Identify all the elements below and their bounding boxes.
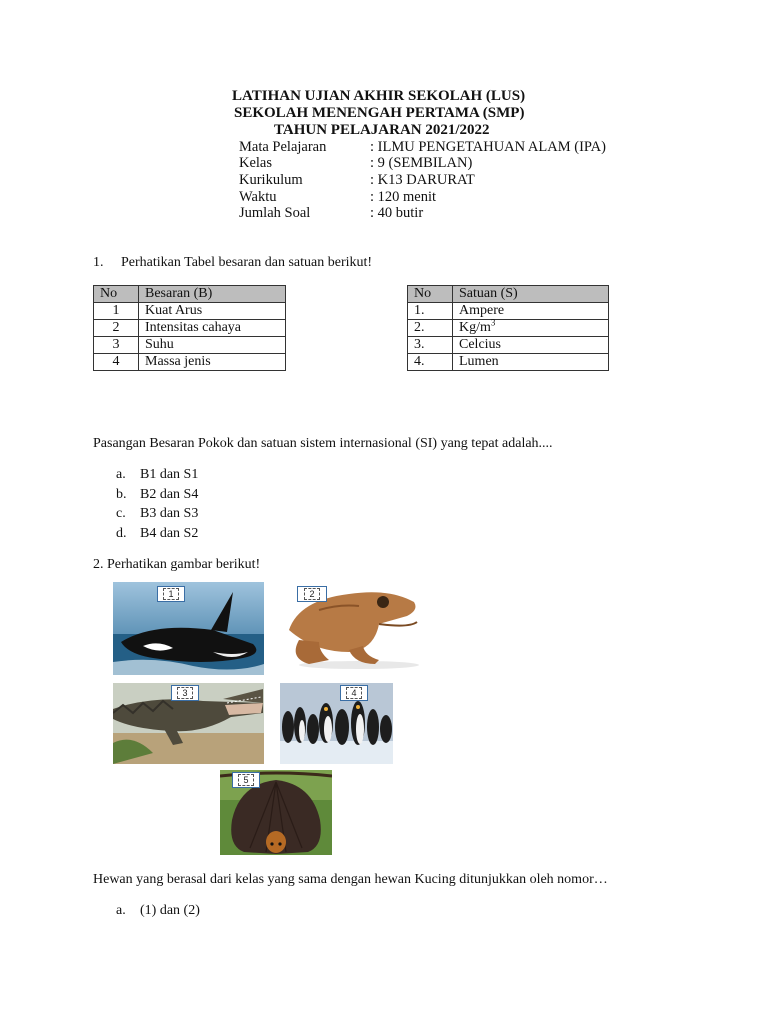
meta-value: : 120 menit [370,189,437,205]
table-row [94,320,286,337]
option-text: B3 dan S3 [140,506,199,521]
table-header: No [408,286,453,303]
q1-question: Pasangan Besaran Pokok dan satuan sistem internasional (SI) yang tepat adalah.... [93,436,553,451]
q1-prompt: Perhatikan Tabel besaran dan satuan berikut! [121,255,373,270]
school-level: SEKOLAH MENENGAH PERTAMA (SMP) [234,105,525,121]
table-besaran [93,285,286,371]
option-text: (1) dan (2) [140,903,200,918]
crocodile-image [113,683,264,764]
table-cell [453,317,609,337]
orca-illustration [113,582,264,675]
q2-options [116,901,200,921]
table-row [94,354,286,371]
table-cell: 2 [94,320,139,337]
label-number: 4 [346,687,361,699]
table-cell: Ampere [453,303,609,320]
image-label [171,685,199,701]
option-d[interactable] [116,524,198,544]
meta-value: : 9 (SEMBILAN) [370,155,473,171]
q1-number: 1. [93,255,104,270]
table-row [408,303,609,320]
option-text: B2 dan S4 [140,486,199,502]
label-number: 2 [304,588,319,600]
table-cell: 3. [408,337,453,354]
meta-label: Kelas [239,155,273,171]
q2-prompt: 2. Perhatikan gambar berikut! [93,557,261,572]
table-row [408,337,609,354]
meta-value: : 40 butir [370,205,424,221]
table-row [408,320,609,337]
exam-title: LATIHAN UJIAN AKHIR SEKOLAH (LUS) [232,88,526,104]
image-label [157,586,185,602]
orca-image [113,582,264,675]
table-satuan [407,285,609,371]
table-cell: 4. [408,354,453,371]
meta-value: : ILMU PENGETAHUAN ALAM (IPA) [370,139,606,155]
option-a[interactable] [116,901,200,921]
frog-image [279,580,422,670]
table-cell: 4 [94,354,139,371]
bat-image [220,770,332,855]
table-cell: 1. [408,303,453,320]
option-letter: a. [116,467,126,482]
table-cell: Intensitas cahaya [139,320,286,337]
option-text: B4 dan S2 [140,525,199,541]
table-cell: Celcius [453,337,609,354]
table-cell: 2. [408,320,453,337]
unit-superscript: 3 [490,317,496,328]
table-cell: Massa jenis [139,354,286,371]
table-cell: Kuat Arus [139,303,286,320]
academic-year: TAHUN PELAJARAN 2021/2022 [274,122,490,138]
unit-text: Kg/m [459,320,491,335]
q2-question: Hewan yang berasal dari kelas yang sama dengan hewan Kucing ditunjukkan oleh nomor… [93,872,608,887]
table-row [408,354,609,371]
table-cell: 3 [94,337,139,354]
meta-label: Jumlah Soal [239,205,311,221]
table-cell: Lumen [453,354,609,371]
table-row [94,303,286,320]
penguins-illustration [280,683,393,764]
option-letter: c. [116,506,126,521]
option-letter: b. [116,486,127,502]
table-cell: 1 [94,303,139,320]
meta-label: Waktu [239,189,277,205]
option-letter: d. [116,525,127,541]
image-label [340,685,368,701]
label-number: 1 [163,588,178,600]
option-b[interactable] [116,485,198,505]
table-header: Satuan (S) [453,286,609,303]
meta-label: Mata Pelajaran [239,139,327,155]
label-number: 3 [177,687,192,699]
table-cell: Suhu [139,337,286,354]
table-header: Besaran (B) [139,286,286,303]
label-number: 5 [238,774,253,786]
option-text: B1 dan S1 [140,467,199,482]
q1-options [116,465,198,543]
table-header: No [94,286,139,303]
table-row [94,337,286,354]
image-label [232,772,260,788]
meta-value: : K13 DARURAT [370,172,475,188]
option-a[interactable] [116,465,198,485]
meta-label: Kurikulum [239,172,303,188]
option-c[interactable] [116,504,198,524]
option-letter: a. [116,903,126,918]
image-label [297,586,327,602]
penguins-image [280,683,393,764]
